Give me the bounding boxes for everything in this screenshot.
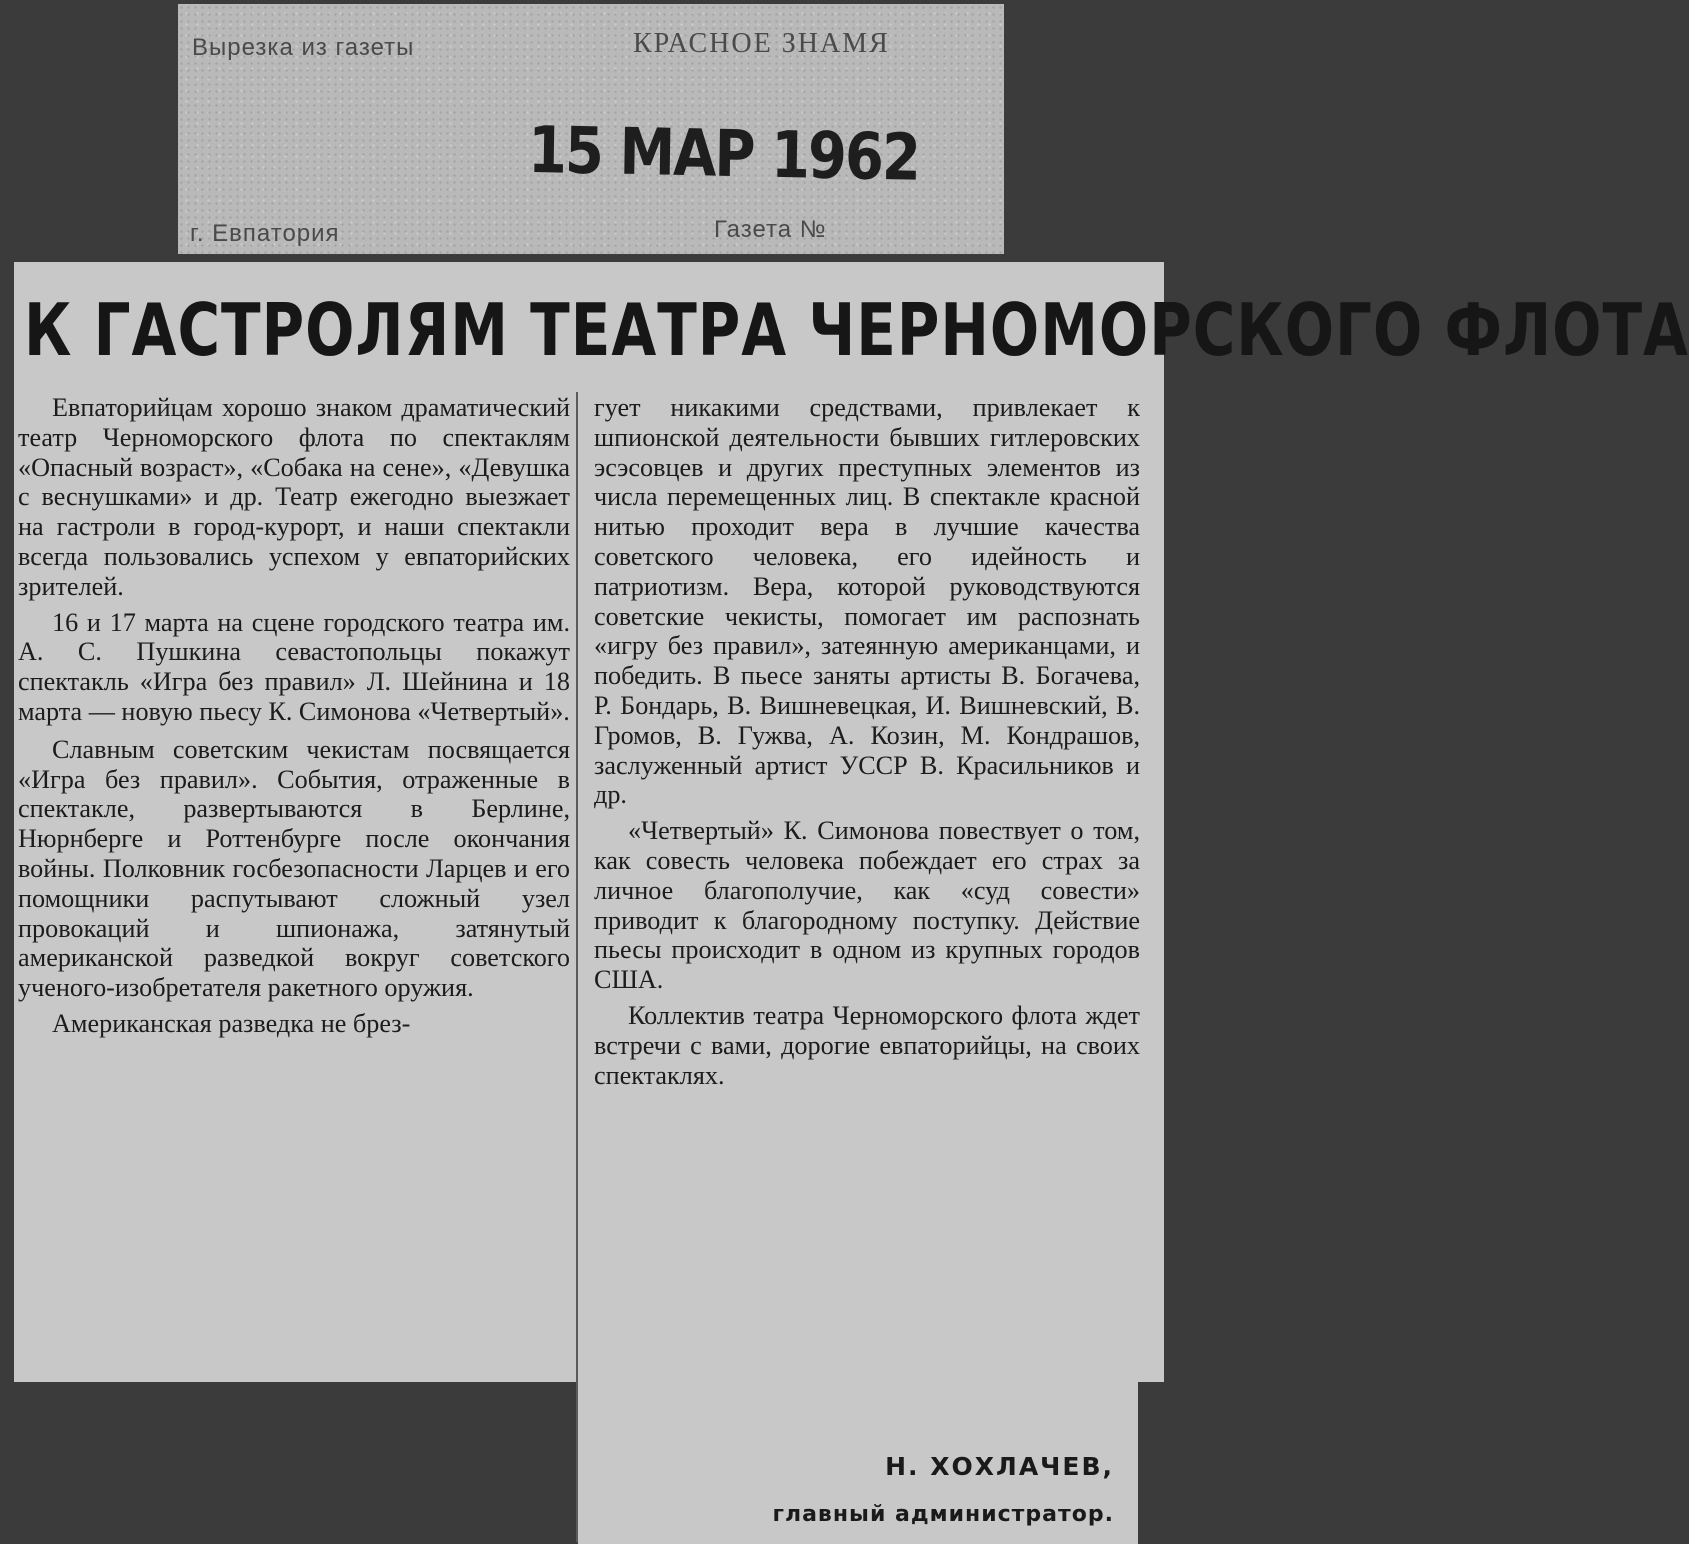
signature-role: главный администратор. [772,1502,1114,1527]
paragraph: Евпаторийцам хорошо знаком драматический театр Черноморского флота по спектаклям «Опасный возраст», «Собака на сене», «Девушка с веснушками» и др. Театр ежегодно выезжает на гастроли в город-курорт, и наши спектакли всегда пользовались успехом у евпаторийских зрителей. [18,393,570,601]
stamp-newspaper-name: КРАСНОЕ ЗНАМЯ [633,28,890,59]
clipping-stamp [178,4,1004,254]
article-left-column [18,393,570,1039]
article-right-column [594,393,1140,1090]
paragraph: Коллектив театра Черноморского флота ждет встречи с вами, дорогие евпаторийцы, на своих спектаклях. [594,1000,1140,1090]
column-divider [576,392,578,1542]
paragraph: «Четвертый» К. Симонова повествует о том, как совесть человека побеждает его страх за личное благополучие, как «суд совести» приводит к благородному поступку. Действие пьесы происходит в одном из крупных городов США. [594,816,1140,995]
stamp-city: г. Евпатория [190,220,340,247]
stamp-date: 15 МАР 1962 [527,113,920,196]
article-headline: К ГАСТРОЛЯМ ТЕАТРА ЧЕРНОМОРСКОГО ФЛОТА [24,287,1689,373]
paragraph: Славным советским чекистам посвящается «Игра без правил». События, отраженные в спектакле, развертываются в Берлине, Нюрнберге и Роттенбурге после окончания войны. Полковник госбезопасности Ларцев и его помощники распутывают сложный узел провокаций и шпионажа, затянутый американской разведкой вокруг советского ученого-изобретателя ракетного оружия. [18,734,570,1003]
stamp-source-label: Вырезка из газеты [192,34,415,61]
paragraph: 16 и 17 марта на сцене городского театра им. А. С. Пушкина севастопольцы покажут спектакль «Игра без правил» Л. Шейнина и 18 марта — новую пьесу К. Симонова «Четвертый». [18,607,570,726]
paragraph: гует никакими средствами, привлекает к шпионской деятельности бывших гитлеровских эсэсовцев и других преступных элементов из числа перемещенных лиц. В спектакле красной нитью проходит вера в лучшие качества советского человека, его идейность и патриотизм. Вера, которой руководствуются советские чекисты, помогает им распознать «игру без правил», затеянную американцами, и победить. В пьесе заняты артисты В. Богачева, Р. Бондарь, В. Вишневецкая, И. Вишневский, В. Громов, В. Гужва, А. Козин, М. Кондрашов, заслуженный артист УССР В. Красильников и др. [594,393,1140,810]
signature-name: Н. ХОХЛАЧЕВ, [885,1452,1114,1481]
paragraph: Американская разведка не брез- [52,1008,411,1038]
stamp-issue-label: Газета № [714,216,827,243]
